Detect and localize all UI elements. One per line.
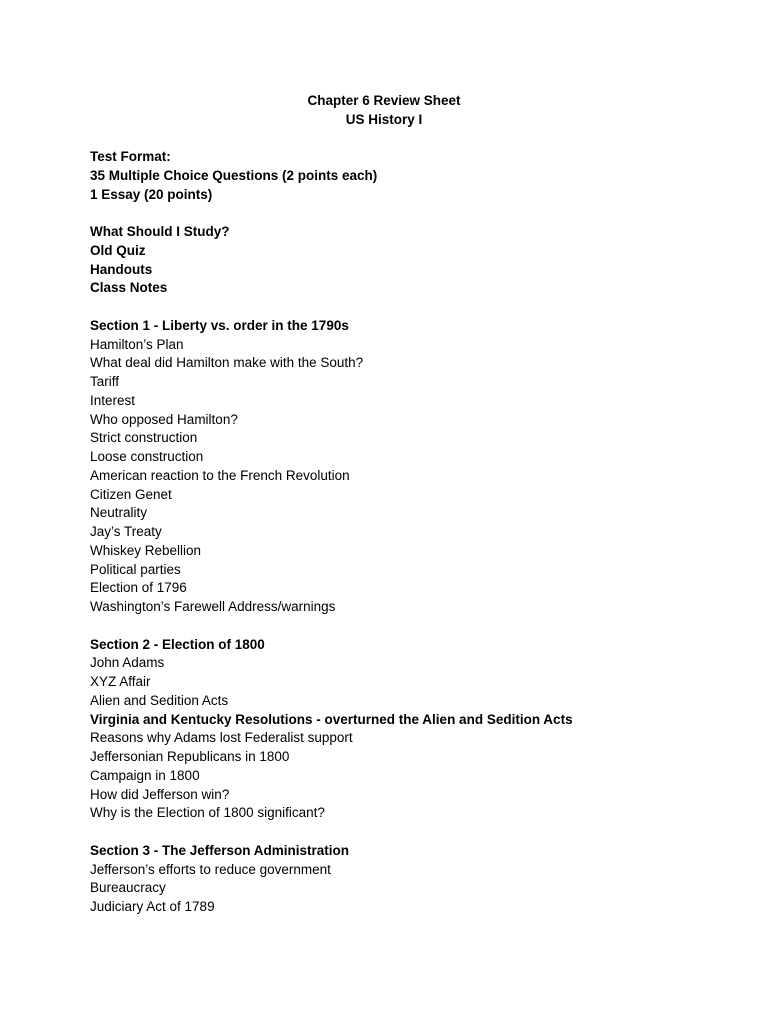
test-format-heading: Test Format: [90,149,171,164]
study-heading: What Should I Study? [90,224,230,239]
list-item: Alien and Sedition Acts [90,692,229,708]
list-item: Loose construction [90,449,204,464]
study-item: Class Notes [90,280,168,296]
list-item: Hamilton’s Plan [90,336,184,352]
list-item: Bureaucracy [90,880,166,896]
list-item: Who opposed Hamilton? [90,411,238,427]
list-item: John Adams [90,655,165,671]
list-item: Tariff [90,374,120,389]
list-item: Washington’s Farewell Address/warnings [90,599,336,614]
section-3 [90,842,730,917]
list-item: Reasons why Adams lost Federalist support [90,730,353,746]
study-block [90,223,730,298]
list-item: Judiciary Act of 1789 [90,899,215,914]
list-item: What deal did Hamilton make with the South? [90,355,364,371]
test-format-line: 35 Multiple Choice Questions (2 points each) [90,167,378,183]
list-item: Campaign in 1800 [90,767,200,783]
list-item: Neutrality [90,505,148,521]
document-header [0,91,768,129]
document-body [90,148,730,917]
course-title: US History I [345,112,423,127]
list-item: Citizen Genet [90,486,172,502]
section-heading: Section 3 - The Jefferson Administration [90,842,350,858]
list-item: Political parties [90,561,181,577]
list-item: Election of 1796 [90,580,187,596]
section-2 [90,636,730,824]
list-item: Why is the Election of 1800 significant? [90,805,325,821]
page-title: Chapter 6 Review Sheet [307,93,461,108]
list-item: Jefferson’s efforts to reduce government [90,861,331,877]
study-item: Old Quiz [90,242,146,258]
test-format-line: 1 Essay (20 points) [90,186,213,202]
list-item: Strict construction [90,430,198,446]
list-item: XYZ Affair [90,674,151,689]
test-format-block [90,148,730,204]
list-item-emphasized: Virginia and Kentucky Resolutions - overturned the Alien and Sedition Acts [90,711,573,727]
study-item: Handouts [90,261,153,277]
list-item: Whiskey Rebellion [90,542,202,558]
list-item: Jay’s Treaty [90,524,162,539]
section-heading: Section 1 - Liberty vs. order in the 1790s [90,317,349,333]
section-heading: Section 2 - Election of 1800 [90,636,265,652]
list-item: Jeffersonian Republicans in 1800 [90,749,290,764]
list-item: Interest [90,392,136,408]
list-item: American reaction to the French Revolution [90,467,350,483]
list-item: How did Jefferson win? [90,786,230,802]
section-1 [90,317,730,617]
